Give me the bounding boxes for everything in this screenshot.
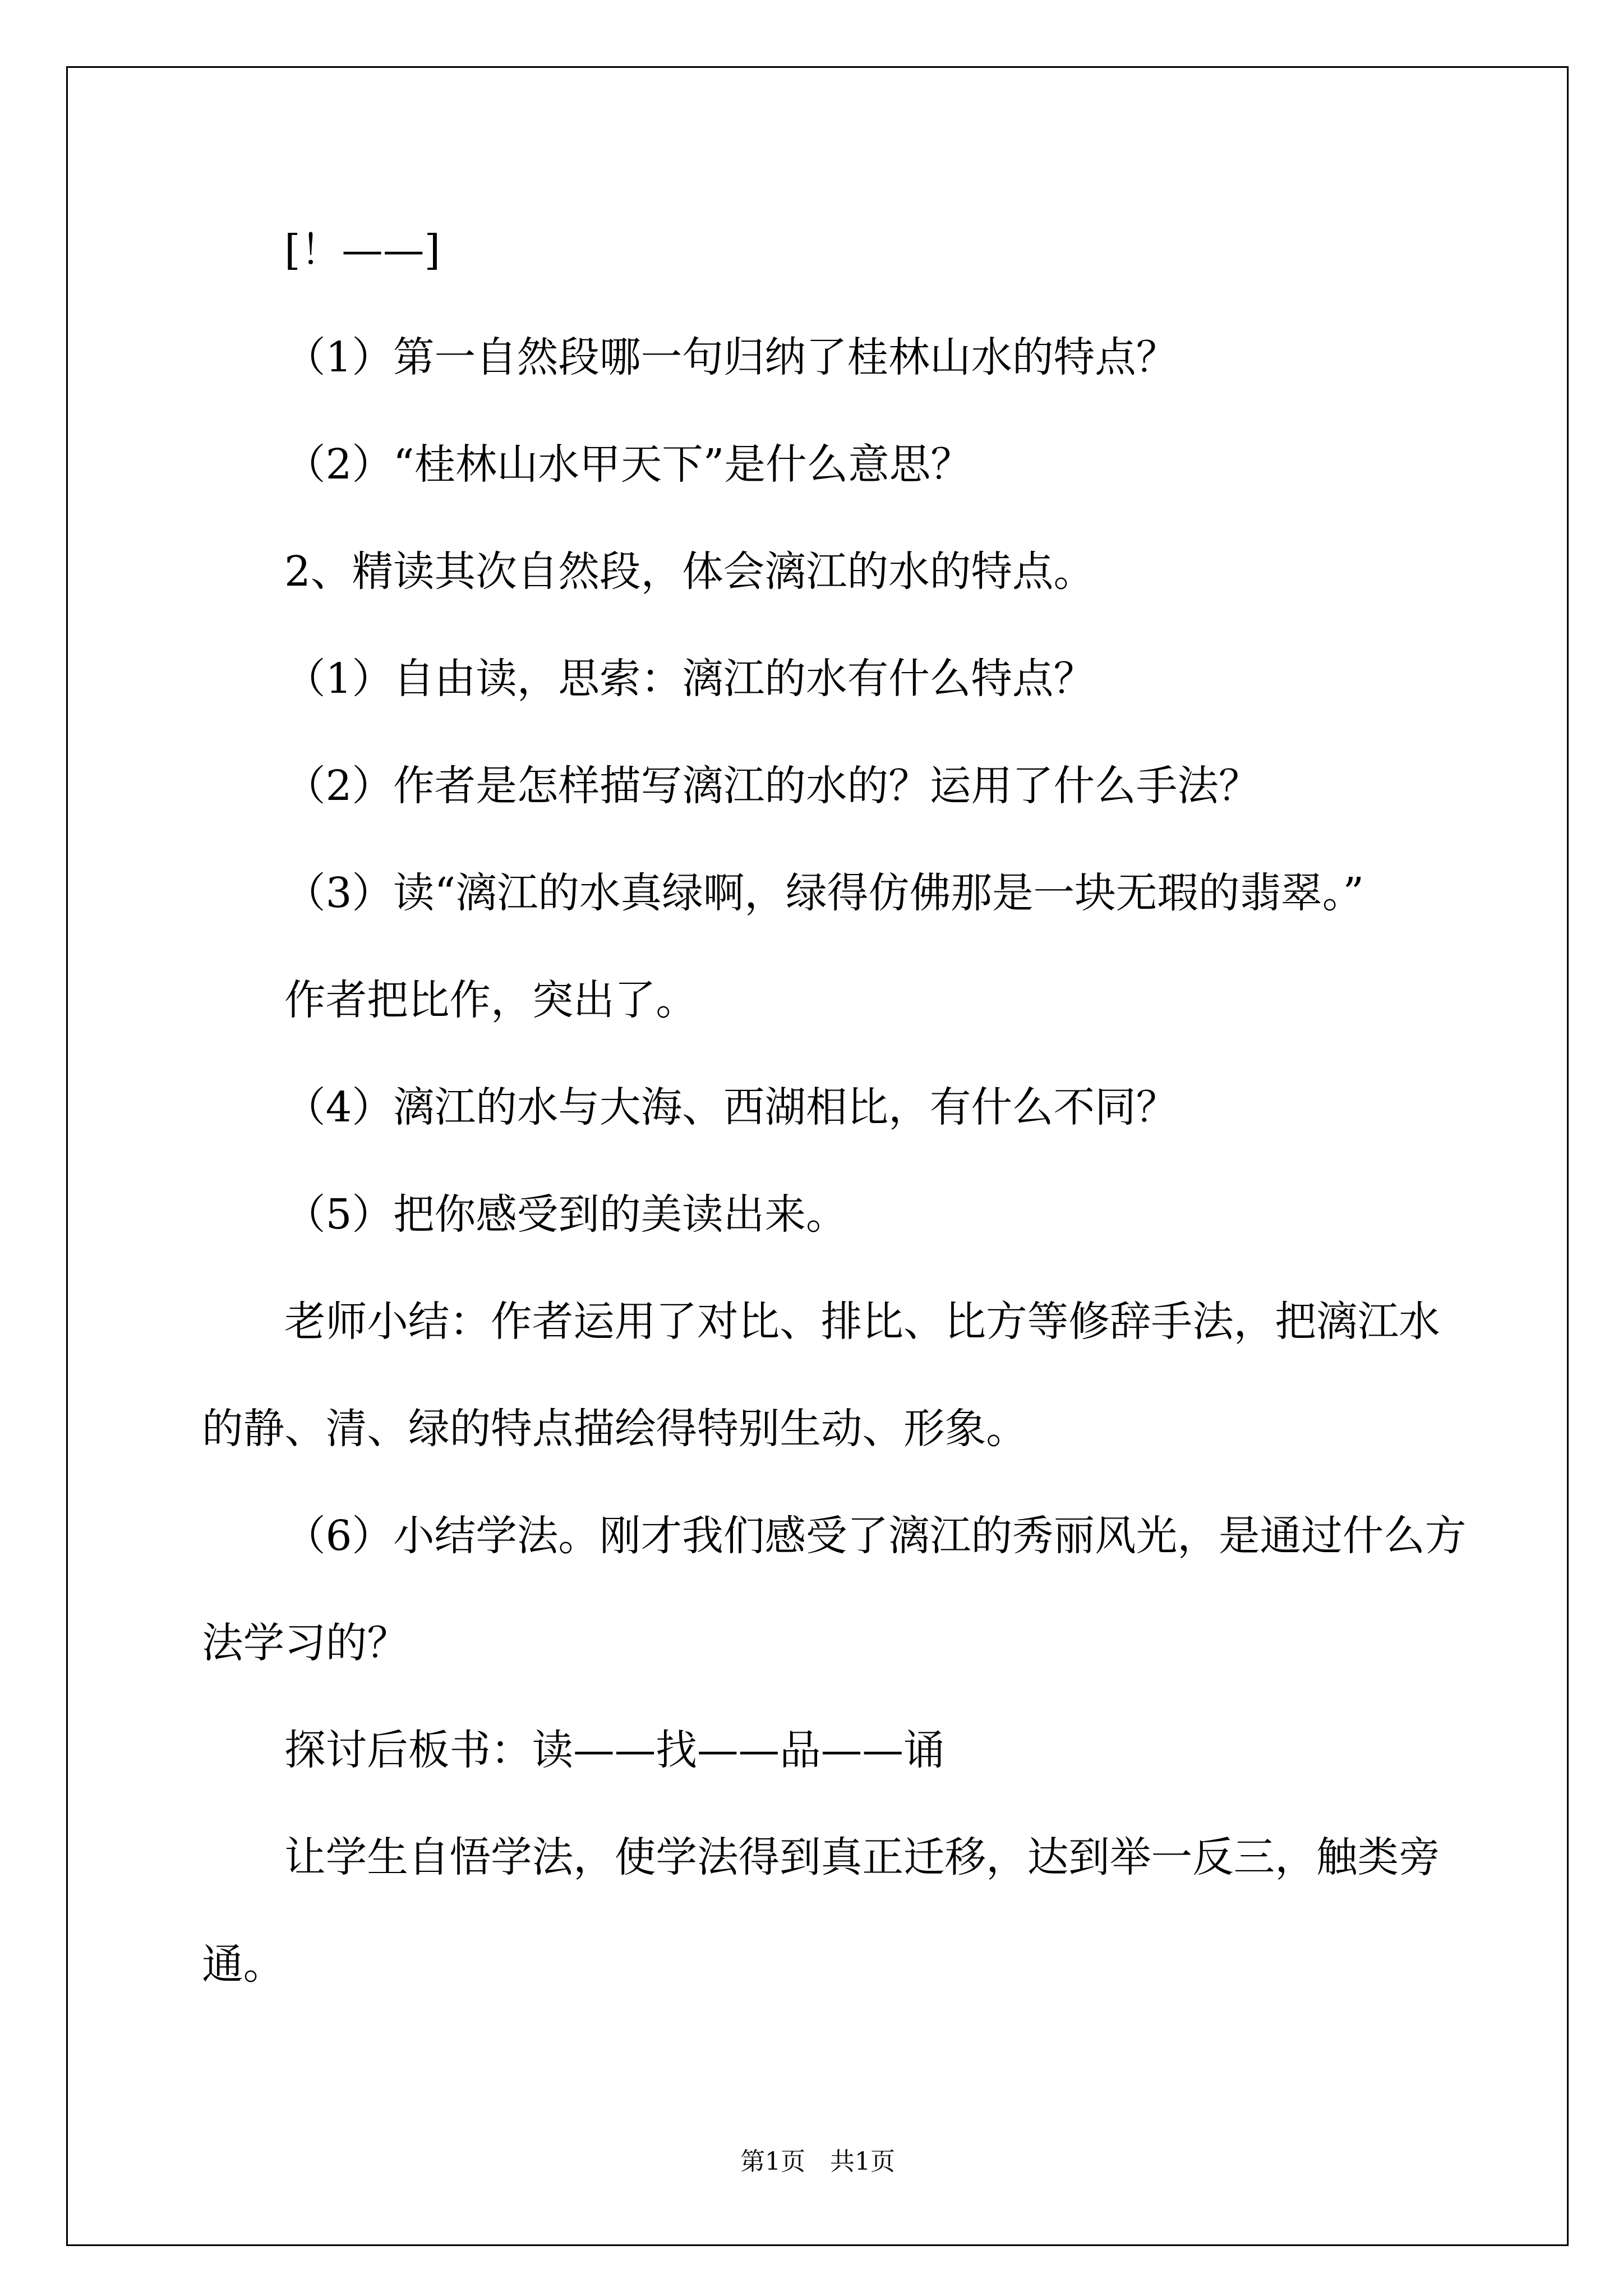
teacher-summary-line-1: 老师小结：作者运用了对比、排比、比方等修辞手法，把漓江水 <box>284 1298 1440 1346</box>
step-2-item-6-line-1: （6）小结学法。刚才我们感受了漓江的秀丽风光，是通过什么方 <box>284 1512 1467 1560</box>
step-2-item-4: （4）漓江的水与大海、西湖相比，有什么不同？ <box>284 1084 1178 1131</box>
section-marker: [！——] <box>284 227 441 274</box>
question-1: （1）第一自然段哪一句归纳了桂林山水的特点？ <box>284 334 1178 381</box>
step-2-item-6-line-2: 法学习的？ <box>202 1619 408 1667</box>
step-2-item-1: （1）自由读，思索：漓江的水有什么特点？ <box>284 655 1095 703</box>
closing-note-line-2: 通。 <box>202 1941 285 1989</box>
closing-note-line-1: 让学生自悟学法，使学法得到真正迁移，达到举一反三，触类旁 <box>284 1834 1440 1881</box>
step-2-item-2: （2）作者是怎样描写漓江的水的？运用了什么手法？ <box>284 762 1260 810</box>
fill-in-prompt: 作者把比作，突出了。 <box>284 977 697 1024</box>
question-2: （2）“桂林山水甲天下”是什么意思？ <box>284 441 972 489</box>
document-body <box>202 197 1469 2018</box>
step-2-item-5: （5）把你感受到的美读出来。 <box>284 1191 847 1239</box>
page-footer: 第1页 共1页 <box>740 2147 895 2176</box>
step-2-item-3: （3）读“漓江的水真绿啊，绿得仿佛那是一块无瑕的翡翠。” <box>284 869 1364 917</box>
teacher-summary-line-2: 的静、清、绿的特点描绘得特别生动、形象。 <box>202 1405 1027 1453</box>
step-heading-2: 2、精读其次自然段，体会漓江的水的特点。 <box>284 548 1095 596</box>
board-writing: 探讨后板书：读——找——品——诵 <box>284 1727 945 1774</box>
